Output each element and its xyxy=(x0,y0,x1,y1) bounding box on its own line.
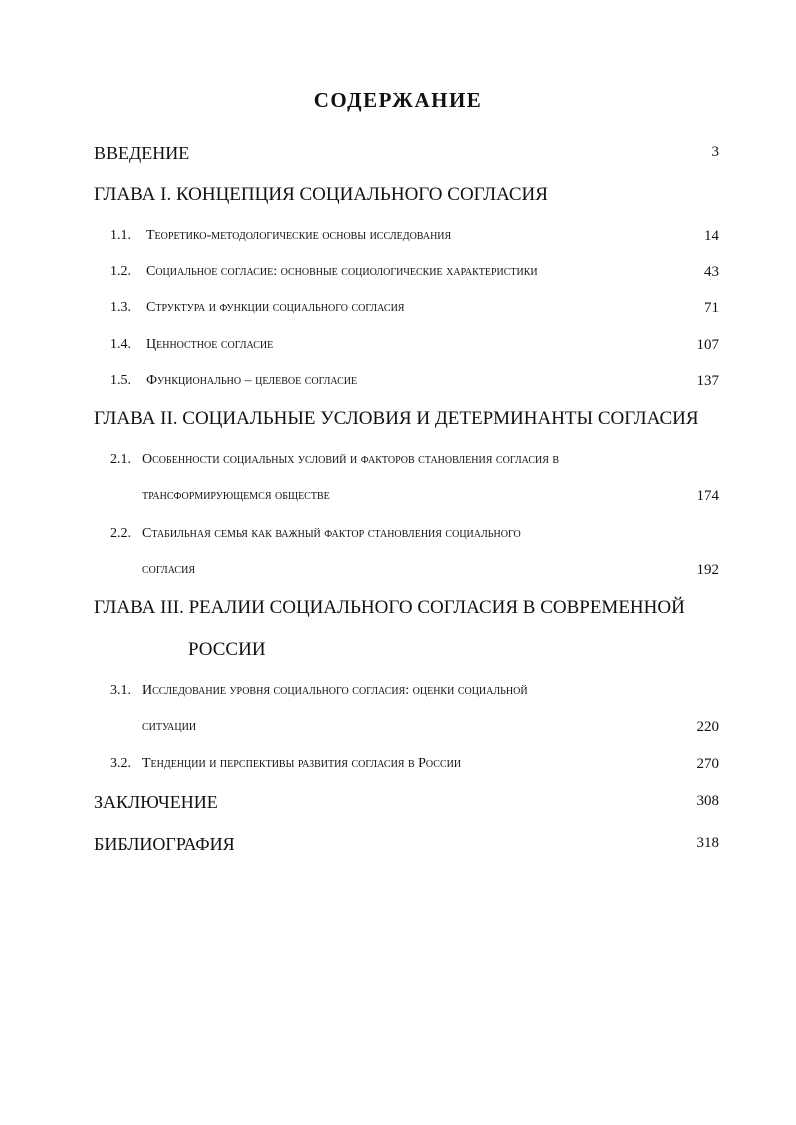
section-number: 1.4. xyxy=(110,337,131,352)
section-number: 1.2. xyxy=(110,264,131,279)
toc-section-1-1[interactable] xyxy=(0,228,796,256)
chapter-title-line1: ГЛАВА III. РЕАЛИИ СОЦИАЛЬНОГО СОГЛАСИЯ В СОВРЕМЕННОЙ xyxy=(94,597,685,618)
section-label: Тенденции и перспективы развития согласия в России xyxy=(142,756,462,771)
section-label-line1: Стабильная семья как важный фактор становления социального xyxy=(142,526,521,541)
toc-section-3-1-continued[interactable] xyxy=(0,719,796,747)
entry-label: ВВЕДЕНИЕ xyxy=(94,143,190,163)
section-label: Ценностное согласие xyxy=(146,337,274,352)
toc-chapter-1[interactable] xyxy=(0,184,796,212)
section-number: 2.1. xyxy=(110,452,131,467)
entry-page-number: 270 xyxy=(696,756,719,772)
section-label: Структура и функции социального согласия xyxy=(146,300,405,315)
section-number: 1.3. xyxy=(110,300,131,315)
toc-chapter-3[interactable] xyxy=(0,597,796,625)
section-label-line2: ситуации xyxy=(142,719,197,734)
chapter-title: ГЛАВА I. КОНЦЕПЦИЯ СОЦИАЛЬНОГО СОГЛАСИЯ xyxy=(94,184,548,205)
entry-page-number: 174 xyxy=(696,488,719,504)
section-number: 3.1. xyxy=(110,683,131,698)
entry-label: БИБЛИОГРАФИЯ xyxy=(94,834,235,854)
section-label: Теоретико-методологические основы исследования xyxy=(146,228,452,243)
toc-section-1-5[interactable] xyxy=(0,373,796,401)
toc-section-3-2[interactable] xyxy=(0,756,796,784)
section-label-line2: трансформирующемся обществе xyxy=(142,488,330,503)
section-label: Социальное согласие: основные социологические характеристики xyxy=(146,264,538,279)
entry-label: ЗАКЛЮЧЕНИЕ xyxy=(94,792,218,812)
toc-section-1-4[interactable] xyxy=(0,337,796,365)
entry-page-number: 318 xyxy=(696,835,719,851)
toc-chapter-2[interactable] xyxy=(0,408,796,436)
entry-page-number: 192 xyxy=(696,562,719,578)
toc-chapter-3-continued[interactable] xyxy=(0,639,796,667)
toc-entry-bibliography[interactable] xyxy=(0,834,796,862)
toc-section-2-2[interactable] xyxy=(0,526,796,554)
section-number: 3.2. xyxy=(110,756,131,771)
section-label: Функционально – целевое согласие xyxy=(146,373,358,388)
toc-section-3-1[interactable] xyxy=(0,683,796,711)
entry-page-number: 3 xyxy=(711,144,719,160)
toc-section-2-1-continued[interactable] xyxy=(0,488,796,516)
section-label-line1: Особенности социальных условий и факторов становления согласия в xyxy=(142,452,560,467)
entry-page-number: 107 xyxy=(696,337,719,353)
chapter-title: ГЛАВА II. СОЦИАЛЬНЫЕ УСЛОВИЯ И ДЕТЕРМИНАНТЫ СОГЛАСИЯ xyxy=(94,408,699,429)
page-title: СОДЕРЖАНИЕ xyxy=(313,88,483,112)
toc-section-1-2[interactable] xyxy=(0,264,796,292)
section-number: 2.2. xyxy=(110,526,131,541)
entry-page-number: 308 xyxy=(696,793,719,809)
entry-page-number: 220 xyxy=(696,719,719,735)
toc-section-1-3[interactable] xyxy=(0,300,796,328)
section-number: 1.5. xyxy=(110,373,131,388)
chapter-title-line2: РОССИИ xyxy=(188,639,266,660)
toc-entry-conclusion[interactable] xyxy=(0,792,796,820)
entry-page-number: 14 xyxy=(704,228,719,244)
toc-section-2-2-continued[interactable] xyxy=(0,562,796,590)
entry-page-number: 137 xyxy=(696,373,719,389)
entry-page-number: 71 xyxy=(704,300,719,316)
entry-page-number: 43 xyxy=(704,264,719,280)
toc-entry-introduction[interactable] xyxy=(0,143,796,171)
section-number: 1.1. xyxy=(110,228,131,243)
toc-section-2-1[interactable] xyxy=(0,452,796,480)
section-label-line1: Исследование уровня социального согласия: оценки социальной xyxy=(142,683,528,698)
section-label-line2: согласия xyxy=(142,562,195,577)
